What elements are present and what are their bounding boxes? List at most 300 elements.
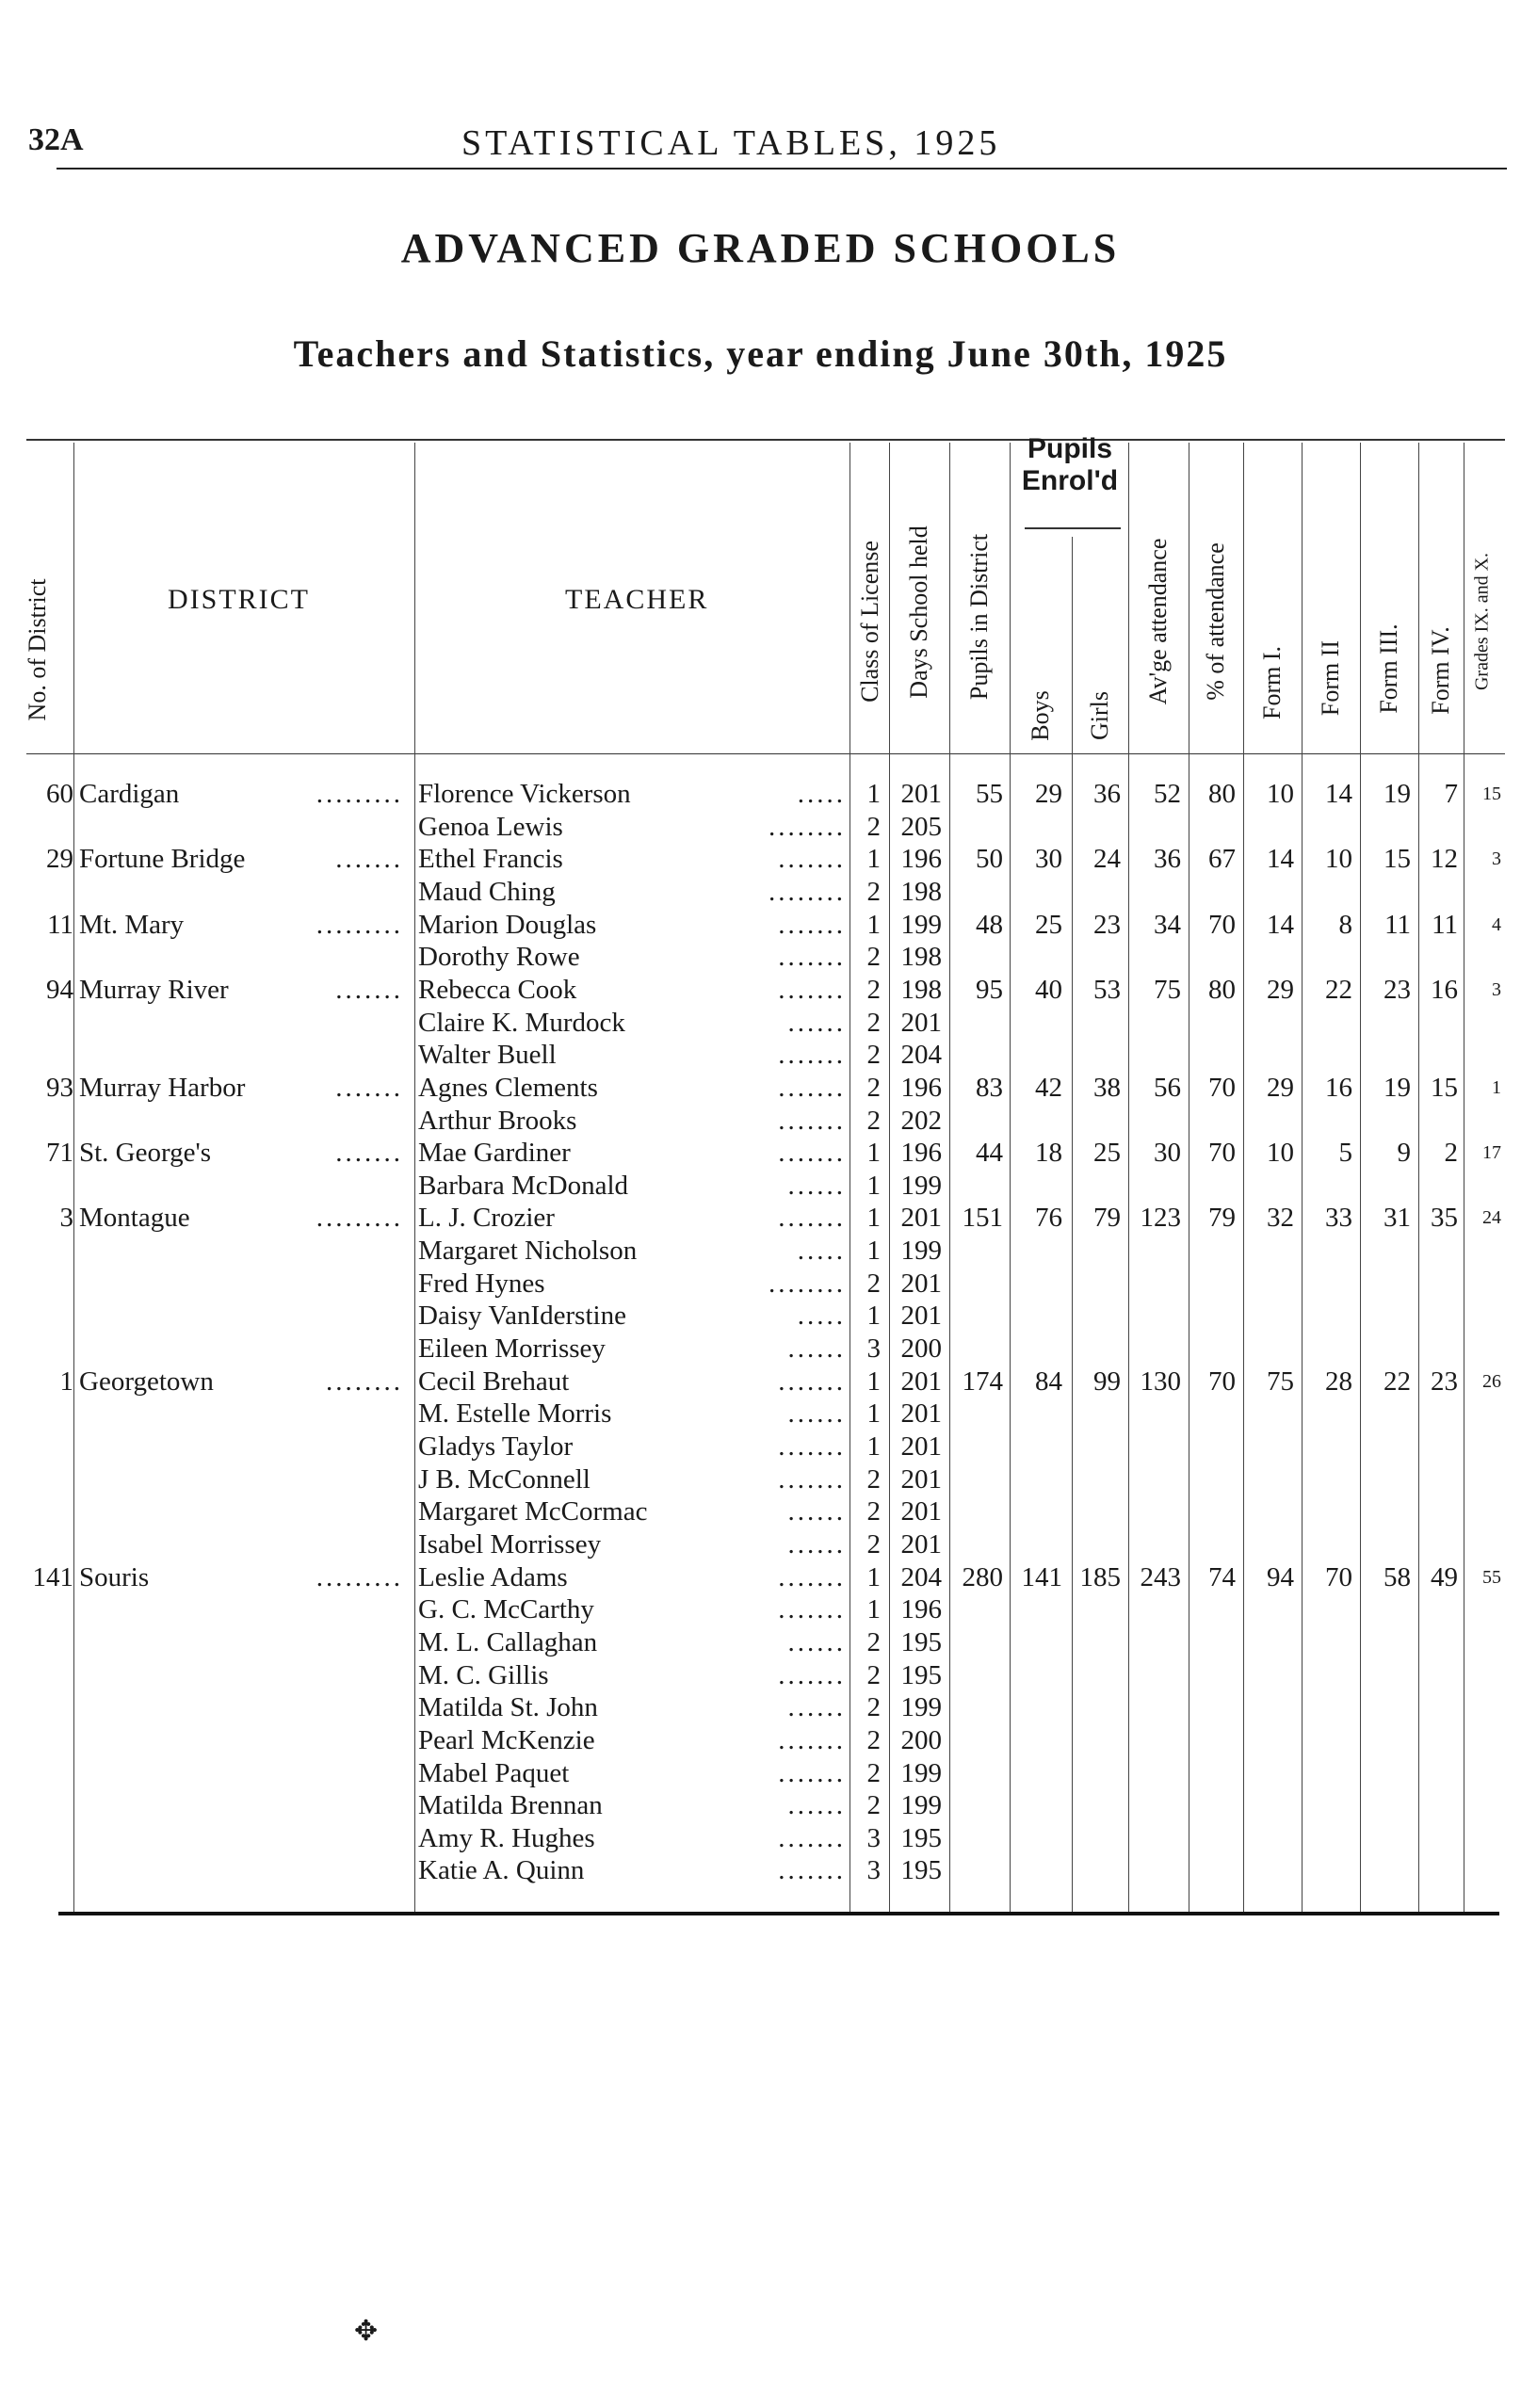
cell-cls: 3 bbox=[866, 1333, 881, 1365]
cell-teacher: M. C. Gillis bbox=[418, 1659, 549, 1690]
cell-days: 201 bbox=[900, 1366, 942, 1397]
cell-cls: 3 bbox=[866, 1855, 881, 1886]
cell-cls: 2 bbox=[866, 974, 881, 1005]
cell-cls: 2 bbox=[866, 1790, 881, 1821]
cell-f3: 11 bbox=[1384, 909, 1411, 940]
cell-avg: 36 bbox=[1154, 844, 1181, 875]
cell-days: 196 bbox=[900, 844, 942, 875]
running-header bbox=[28, 122, 1521, 163]
cell-girls: 25 bbox=[1093, 1138, 1121, 1169]
header-bottom-rule bbox=[26, 753, 1505, 754]
cell-cls: 1 bbox=[866, 1431, 881, 1462]
leader-dots: ..... bbox=[797, 1301, 846, 1332]
leader-dots: ....... bbox=[335, 1138, 403, 1169]
cell-cls: 1 bbox=[866, 1594, 881, 1625]
cell-f4: 12 bbox=[1431, 844, 1458, 875]
leader-dots: ...... bbox=[787, 1496, 846, 1527]
table-row bbox=[0, 941, 1521, 973]
leader-dots: ......... bbox=[316, 909, 403, 940]
header-form1: Form I. bbox=[1258, 646, 1286, 719]
cell-pct: 70 bbox=[1208, 1138, 1236, 1169]
cell-cls: 2 bbox=[866, 811, 881, 842]
cell-avg: 56 bbox=[1154, 1072, 1181, 1103]
cell-f4: 11 bbox=[1432, 909, 1458, 940]
cell-days: 201 bbox=[900, 779, 942, 809]
leader-dots: ....... bbox=[778, 1203, 846, 1234]
cell-avg: 34 bbox=[1154, 909, 1181, 940]
cell-cls: 2 bbox=[866, 1659, 881, 1690]
cell-cls: 1 bbox=[866, 1366, 881, 1397]
cell-days: 195 bbox=[900, 1626, 942, 1657]
table-row bbox=[0, 1659, 1521, 1691]
cell-days: 204 bbox=[900, 1561, 942, 1592]
cell-teacher: M. Estelle Morris bbox=[418, 1398, 612, 1430]
leader-dots: ....... bbox=[778, 942, 846, 973]
cell-days: 202 bbox=[900, 1105, 942, 1136]
cell-avg: 123 bbox=[1140, 1203, 1181, 1234]
cell-teacher: Fred Hynes bbox=[418, 1268, 545, 1299]
cell-pupils: 44 bbox=[976, 1138, 1003, 1169]
leader-dots: ....... bbox=[778, 1040, 846, 1071]
cell-teacher: Isabel Morrissey bbox=[418, 1528, 602, 1560]
page-number: 32A bbox=[28, 122, 84, 157]
cell-f3: 19 bbox=[1383, 779, 1411, 809]
header-pupils-district: Pupils in District bbox=[965, 533, 993, 701]
cell-days: 201 bbox=[900, 1007, 942, 1038]
header-days-held: Days School held bbox=[905, 525, 932, 699]
cell-days: 201 bbox=[900, 1301, 942, 1332]
cell-district: Murray River bbox=[79, 974, 229, 1005]
cell-teacher: Marion Douglas bbox=[418, 909, 597, 940]
table-row bbox=[0, 1757, 1521, 1789]
leader-dots: ....... bbox=[778, 1724, 846, 1755]
cell-cls: 2 bbox=[866, 1496, 881, 1527]
cell-teacher: Amy R. Hughes bbox=[418, 1822, 595, 1853]
leader-dots: ...... bbox=[787, 1170, 846, 1201]
header-rule bbox=[57, 168, 1507, 170]
cell-avg: 130 bbox=[1140, 1366, 1181, 1397]
cell-girls: 23 bbox=[1093, 909, 1121, 940]
cell-teacher: Matilda Brennan bbox=[418, 1790, 603, 1821]
cell-cls: 2 bbox=[866, 1072, 881, 1103]
cell-avg: 243 bbox=[1140, 1561, 1181, 1592]
cell-teacher: Pearl McKenzie bbox=[418, 1724, 595, 1755]
cell-boys: 76 bbox=[1035, 1203, 1062, 1234]
leader-dots: ........ bbox=[769, 811, 846, 842]
header-teacher: TEACHER bbox=[565, 584, 709, 615]
cell-gr: 55 bbox=[1482, 1566, 1501, 1588]
cell-cls: 2 bbox=[866, 1040, 881, 1071]
cell-teacher: Dorothy Rowe bbox=[418, 942, 580, 973]
table-row bbox=[0, 1268, 1521, 1300]
cell-days: 200 bbox=[900, 1333, 942, 1365]
leader-dots: ....... bbox=[778, 844, 846, 875]
footer-ornament-icon: ✥ bbox=[354, 2316, 379, 2347]
cell-f2: 28 bbox=[1325, 1366, 1352, 1397]
table-row bbox=[0, 1007, 1521, 1039]
cell-days: 199 bbox=[900, 909, 942, 940]
cell-district: Mt. Mary bbox=[79, 909, 185, 940]
cell-pct: 80 bbox=[1208, 974, 1236, 1005]
table-row bbox=[0, 1398, 1521, 1430]
cell-gr: 4 bbox=[1492, 913, 1501, 935]
table-row bbox=[0, 1430, 1521, 1463]
cell-f3: 15 bbox=[1383, 844, 1411, 875]
cell-gr: 24 bbox=[1482, 1207, 1501, 1229]
cell-district: St. George's bbox=[79, 1138, 212, 1169]
leader-dots: ...... bbox=[787, 1528, 846, 1560]
table-row bbox=[0, 1333, 1521, 1365]
leader-dots: ...... bbox=[787, 1398, 846, 1430]
table-row bbox=[0, 1691, 1521, 1723]
table-row bbox=[0, 1626, 1521, 1658]
header-avg-attendance: Av'ge attendance bbox=[1144, 538, 1172, 705]
cell-days: 195 bbox=[900, 1659, 942, 1690]
header-form2: Form II bbox=[1317, 639, 1344, 717]
table-row bbox=[0, 974, 1521, 1006]
table-row bbox=[0, 1528, 1521, 1560]
cell-boys: 141 bbox=[1021, 1561, 1062, 1592]
cell-f4: 2 bbox=[1444, 1138, 1458, 1169]
cell-f2: 8 bbox=[1338, 909, 1352, 940]
cell-cls: 1 bbox=[866, 1561, 881, 1592]
cell-girls: 185 bbox=[1079, 1561, 1121, 1592]
table-row bbox=[0, 1235, 1521, 1267]
cell-f1: 75 bbox=[1267, 1366, 1294, 1397]
cell-no: 1 bbox=[59, 1366, 73, 1397]
cell-days: 205 bbox=[900, 811, 942, 842]
cell-f1: 14 bbox=[1267, 844, 1294, 875]
cell-no: 93 bbox=[46, 1072, 73, 1103]
cell-no: 71 bbox=[46, 1138, 73, 1169]
cell-f4: 23 bbox=[1431, 1366, 1458, 1397]
cell-teacher: Margaret Nicholson bbox=[418, 1236, 638, 1267]
cell-cls: 2 bbox=[866, 1268, 881, 1299]
table-row bbox=[0, 1495, 1521, 1527]
leader-dots: ....... bbox=[778, 1594, 846, 1625]
table-row bbox=[0, 1789, 1521, 1821]
cell-cls: 1 bbox=[866, 1398, 881, 1430]
cell-pct: 74 bbox=[1208, 1561, 1236, 1592]
cell-f2: 22 bbox=[1325, 974, 1352, 1005]
cell-avg: 75 bbox=[1154, 974, 1181, 1005]
cell-teacher: M. L. Callaghan bbox=[418, 1626, 598, 1657]
cell-cls: 3 bbox=[866, 1822, 881, 1853]
cell-days: 198 bbox=[900, 876, 942, 907]
leader-dots: ....... bbox=[778, 1072, 846, 1103]
table-row bbox=[0, 1072, 1521, 1104]
running-head-text: STATISTICAL TABLES, 1925 bbox=[461, 123, 1001, 163]
cell-teacher: Florence Vickerson bbox=[418, 779, 631, 809]
cell-f4: 7 bbox=[1444, 779, 1458, 809]
header-pct-attendance: % of attendance bbox=[1202, 542, 1229, 701]
leader-dots: ....... bbox=[778, 1855, 846, 1886]
cell-f1: 32 bbox=[1267, 1203, 1294, 1234]
table-row bbox=[0, 1854, 1521, 1886]
leader-dots: ........ bbox=[769, 876, 846, 907]
leader-dots: ........ bbox=[769, 1268, 846, 1299]
leader-dots: ...... bbox=[787, 1333, 846, 1365]
cell-teacher: L. J. Crozier bbox=[418, 1203, 555, 1234]
leader-dots: ..... bbox=[797, 779, 846, 809]
leader-dots: ....... bbox=[778, 1138, 846, 1169]
cell-boys: 29 bbox=[1035, 779, 1062, 809]
cell-no: 29 bbox=[46, 844, 73, 875]
header-form4: Form IV. bbox=[1427, 626, 1454, 715]
leader-dots: ...... bbox=[787, 1692, 846, 1723]
cell-teacher: Katie A. Quinn bbox=[418, 1855, 585, 1886]
cell-district: Fortune Bridge bbox=[79, 844, 246, 875]
cell-gr: 3 bbox=[1492, 848, 1501, 870]
header-grades: Grades IX. and X. bbox=[1471, 552, 1493, 691]
cell-f1: 29 bbox=[1267, 1072, 1294, 1103]
table-row bbox=[0, 811, 1521, 843]
cell-f3: 31 bbox=[1383, 1203, 1411, 1234]
cell-no: 94 bbox=[46, 974, 73, 1005]
leader-dots: ....... bbox=[778, 1105, 846, 1136]
cell-teacher: Agnes Clements bbox=[418, 1072, 598, 1103]
header-form3: Form III. bbox=[1375, 623, 1402, 714]
cell-days: 201 bbox=[900, 1268, 942, 1299]
cell-days: 201 bbox=[900, 1496, 942, 1527]
cell-district: Cardigan bbox=[79, 779, 180, 809]
page-title: ADVANCED GRADED SCHOOLS bbox=[400, 225, 1121, 271]
page-subtitle: Teachers and Statistics, year ending June 30th, 1925 bbox=[293, 332, 1228, 375]
cell-days: 204 bbox=[900, 1040, 942, 1071]
cell-boys: 84 bbox=[1035, 1366, 1062, 1397]
leader-dots: ....... bbox=[778, 909, 846, 940]
cell-no: 3 bbox=[59, 1203, 73, 1234]
cell-pupils: 83 bbox=[976, 1072, 1003, 1103]
cell-cls: 1 bbox=[866, 1170, 881, 1201]
cell-f4: 35 bbox=[1431, 1203, 1458, 1234]
cell-f1: 29 bbox=[1267, 974, 1294, 1005]
leader-dots: ....... bbox=[778, 974, 846, 1005]
table-row bbox=[0, 1463, 1521, 1495]
cell-f3: 23 bbox=[1383, 974, 1411, 1005]
cell-girls: 53 bbox=[1093, 974, 1121, 1005]
cell-pupils: 95 bbox=[976, 974, 1003, 1005]
cell-cls: 2 bbox=[866, 1463, 881, 1495]
leader-dots: ....... bbox=[778, 1757, 846, 1788]
leader-dots: ......... bbox=[316, 1203, 403, 1234]
table-row bbox=[0, 876, 1521, 908]
leader-dots: ......... bbox=[316, 779, 403, 809]
cell-cls: 2 bbox=[866, 942, 881, 973]
cell-girls: 24 bbox=[1093, 844, 1121, 875]
cell-days: 199 bbox=[900, 1692, 942, 1723]
leader-dots: ........ bbox=[326, 1366, 403, 1397]
cell-days: 201 bbox=[900, 1203, 942, 1234]
cell-days: 196 bbox=[900, 1138, 942, 1169]
cell-teacher: Claire K. Murdock bbox=[418, 1007, 625, 1038]
table-row bbox=[0, 1137, 1521, 1169]
cell-teacher: Daisy VanIderstine bbox=[418, 1301, 626, 1332]
cell-f1: 14 bbox=[1267, 909, 1294, 940]
cell-pupils: 48 bbox=[976, 909, 1003, 940]
cell-days: 201 bbox=[900, 1528, 942, 1560]
leader-dots: ...... bbox=[787, 1790, 846, 1821]
cell-teacher: Walter Buell bbox=[418, 1040, 557, 1071]
table-row bbox=[0, 1300, 1521, 1332]
cell-f2: 10 bbox=[1325, 844, 1352, 875]
cell-f2: 5 bbox=[1338, 1138, 1352, 1169]
cell-cls: 2 bbox=[866, 1528, 881, 1560]
table-top-rule bbox=[26, 439, 1505, 441]
cell-days: 195 bbox=[900, 1822, 942, 1853]
table-row bbox=[0, 1202, 1521, 1234]
leader-dots: ..... bbox=[797, 1236, 846, 1267]
leader-dots: ......... bbox=[316, 1561, 403, 1592]
cell-teacher: Maud Ching bbox=[418, 876, 556, 907]
cell-pct: 80 bbox=[1208, 779, 1236, 809]
table-row bbox=[0, 1105, 1521, 1137]
cell-district: Souris bbox=[79, 1561, 150, 1592]
cell-avg: 30 bbox=[1154, 1138, 1181, 1169]
cell-cls: 1 bbox=[866, 1203, 881, 1234]
cell-avg: 52 bbox=[1154, 779, 1181, 809]
leader-dots: ....... bbox=[778, 1463, 846, 1495]
table-row bbox=[0, 1170, 1521, 1202]
cell-cls: 2 bbox=[866, 1757, 881, 1788]
cell-f1: 10 bbox=[1267, 779, 1294, 809]
leader-dots: ...... bbox=[787, 1007, 846, 1038]
cell-f4: 15 bbox=[1431, 1072, 1458, 1103]
cell-teacher: Ethel Francis bbox=[418, 844, 563, 875]
cell-teacher: Arthur Brooks bbox=[418, 1105, 577, 1136]
cell-days: 198 bbox=[900, 942, 942, 973]
leader-dots: ....... bbox=[778, 1659, 846, 1690]
cell-cls: 1 bbox=[866, 1236, 881, 1267]
leader-dots: ....... bbox=[778, 1366, 846, 1397]
cell-f1: 94 bbox=[1267, 1561, 1294, 1592]
pupils-enrolled-rule bbox=[1025, 527, 1121, 529]
cell-girls: 36 bbox=[1093, 779, 1121, 809]
cell-days: 199 bbox=[900, 1757, 942, 1788]
cell-pct: 79 bbox=[1208, 1203, 1236, 1234]
header-girls: Girls bbox=[1086, 691, 1113, 740]
cell-teacher: J B. McConnell bbox=[418, 1463, 591, 1495]
cell-no: 141 bbox=[32, 1561, 73, 1592]
cell-boys: 25 bbox=[1035, 909, 1062, 940]
cell-cls: 2 bbox=[866, 876, 881, 907]
cell-pct: 70 bbox=[1208, 1072, 1236, 1103]
cell-cls: 1 bbox=[866, 909, 881, 940]
cell-pupils: 50 bbox=[976, 844, 1003, 875]
cell-teacher: Eileen Morrissey bbox=[418, 1333, 606, 1365]
cell-boys: 40 bbox=[1035, 974, 1062, 1005]
cell-pupils: 280 bbox=[962, 1561, 1003, 1592]
cell-f2: 33 bbox=[1325, 1203, 1352, 1234]
cell-f2: 70 bbox=[1325, 1561, 1352, 1592]
cell-cls: 1 bbox=[866, 1138, 881, 1169]
table-row bbox=[0, 1724, 1521, 1756]
table-row bbox=[0, 843, 1521, 875]
cell-cls: 1 bbox=[866, 1301, 881, 1332]
cell-teacher: Mabel Paquet bbox=[418, 1757, 570, 1788]
cell-cls: 2 bbox=[866, 1626, 881, 1657]
cell-f4: 49 bbox=[1431, 1561, 1458, 1592]
table-row bbox=[0, 909, 1521, 941]
header-no-district: No. of District bbox=[24, 578, 51, 721]
leader-dots: ....... bbox=[778, 1431, 846, 1462]
cell-days: 200 bbox=[900, 1724, 942, 1755]
cell-girls: 79 bbox=[1093, 1203, 1121, 1234]
cell-teacher: Gladys Taylor bbox=[418, 1431, 574, 1462]
cell-boys: 30 bbox=[1035, 844, 1062, 875]
leader-dots: ....... bbox=[335, 844, 403, 875]
cell-f2: 14 bbox=[1325, 779, 1352, 809]
cell-cls: 1 bbox=[866, 844, 881, 875]
cell-teacher: Matilda St. John bbox=[418, 1692, 598, 1723]
cell-teacher: G. C. McCarthy bbox=[418, 1594, 594, 1625]
cell-district: Montague bbox=[79, 1203, 190, 1234]
leader-dots: ....... bbox=[778, 1822, 846, 1853]
cell-teacher: Mae Gardiner bbox=[418, 1138, 571, 1169]
cell-girls: 38 bbox=[1093, 1072, 1121, 1103]
header-pupils-enrolled: Pupils Enrol'd bbox=[1021, 433, 1119, 496]
cell-girls: 99 bbox=[1093, 1366, 1121, 1397]
header-district: DISTRICT bbox=[168, 584, 310, 615]
cell-pct: 70 bbox=[1208, 909, 1236, 940]
table-row bbox=[0, 1593, 1521, 1625]
cell-days: 199 bbox=[900, 1170, 942, 1201]
cell-gr: 1 bbox=[1492, 1076, 1501, 1098]
cell-days: 198 bbox=[900, 974, 942, 1005]
cell-days: 199 bbox=[900, 1790, 942, 1821]
cell-f1: 10 bbox=[1267, 1138, 1294, 1169]
table-bottom-rule bbox=[58, 1912, 1499, 1915]
cell-days: 196 bbox=[900, 1594, 942, 1625]
cell-teacher: Margaret McCormac bbox=[418, 1496, 648, 1527]
cell-teacher: Rebecca Cook bbox=[418, 974, 577, 1005]
cell-f2: 16 bbox=[1325, 1072, 1352, 1103]
cell-cls: 2 bbox=[866, 1692, 881, 1723]
cell-gr: 26 bbox=[1482, 1370, 1501, 1392]
cell-gr: 3 bbox=[1492, 978, 1501, 1000]
cell-boys: 42 bbox=[1035, 1072, 1062, 1103]
cell-cls: 2 bbox=[866, 1105, 881, 1136]
cell-f3: 22 bbox=[1383, 1366, 1411, 1397]
cell-no: 11 bbox=[47, 909, 73, 940]
cell-pct: 70 bbox=[1208, 1366, 1236, 1397]
cell-district: Murray Harbor bbox=[79, 1072, 246, 1103]
cell-f4: 16 bbox=[1431, 974, 1458, 1005]
cell-no: 60 bbox=[46, 779, 73, 809]
table-row bbox=[0, 1561, 1521, 1593]
table-row bbox=[0, 1822, 1521, 1854]
cell-days: 199 bbox=[900, 1236, 942, 1267]
cell-teacher: Cecil Brehaut bbox=[418, 1366, 570, 1397]
table-row bbox=[0, 778, 1521, 810]
cell-days: 201 bbox=[900, 1431, 942, 1462]
header-class-license: Class of License bbox=[856, 541, 883, 703]
cell-days: 195 bbox=[900, 1855, 942, 1886]
leader-dots: ....... bbox=[778, 1561, 846, 1592]
cell-f3: 9 bbox=[1397, 1138, 1411, 1169]
cell-days: 196 bbox=[900, 1072, 942, 1103]
cell-boys: 18 bbox=[1035, 1138, 1062, 1169]
header-boys: Boys bbox=[1027, 690, 1054, 741]
cell-f3: 58 bbox=[1383, 1561, 1411, 1592]
cell-teacher: Leslie Adams bbox=[418, 1561, 568, 1592]
cell-f3: 19 bbox=[1383, 1072, 1411, 1103]
cell-pupils: 174 bbox=[962, 1366, 1003, 1397]
cell-gr: 15 bbox=[1482, 784, 1501, 804]
cell-gr: 17 bbox=[1482, 1142, 1501, 1164]
cell-cls: 2 bbox=[866, 1724, 881, 1755]
leader-dots: ...... bbox=[787, 1626, 846, 1657]
